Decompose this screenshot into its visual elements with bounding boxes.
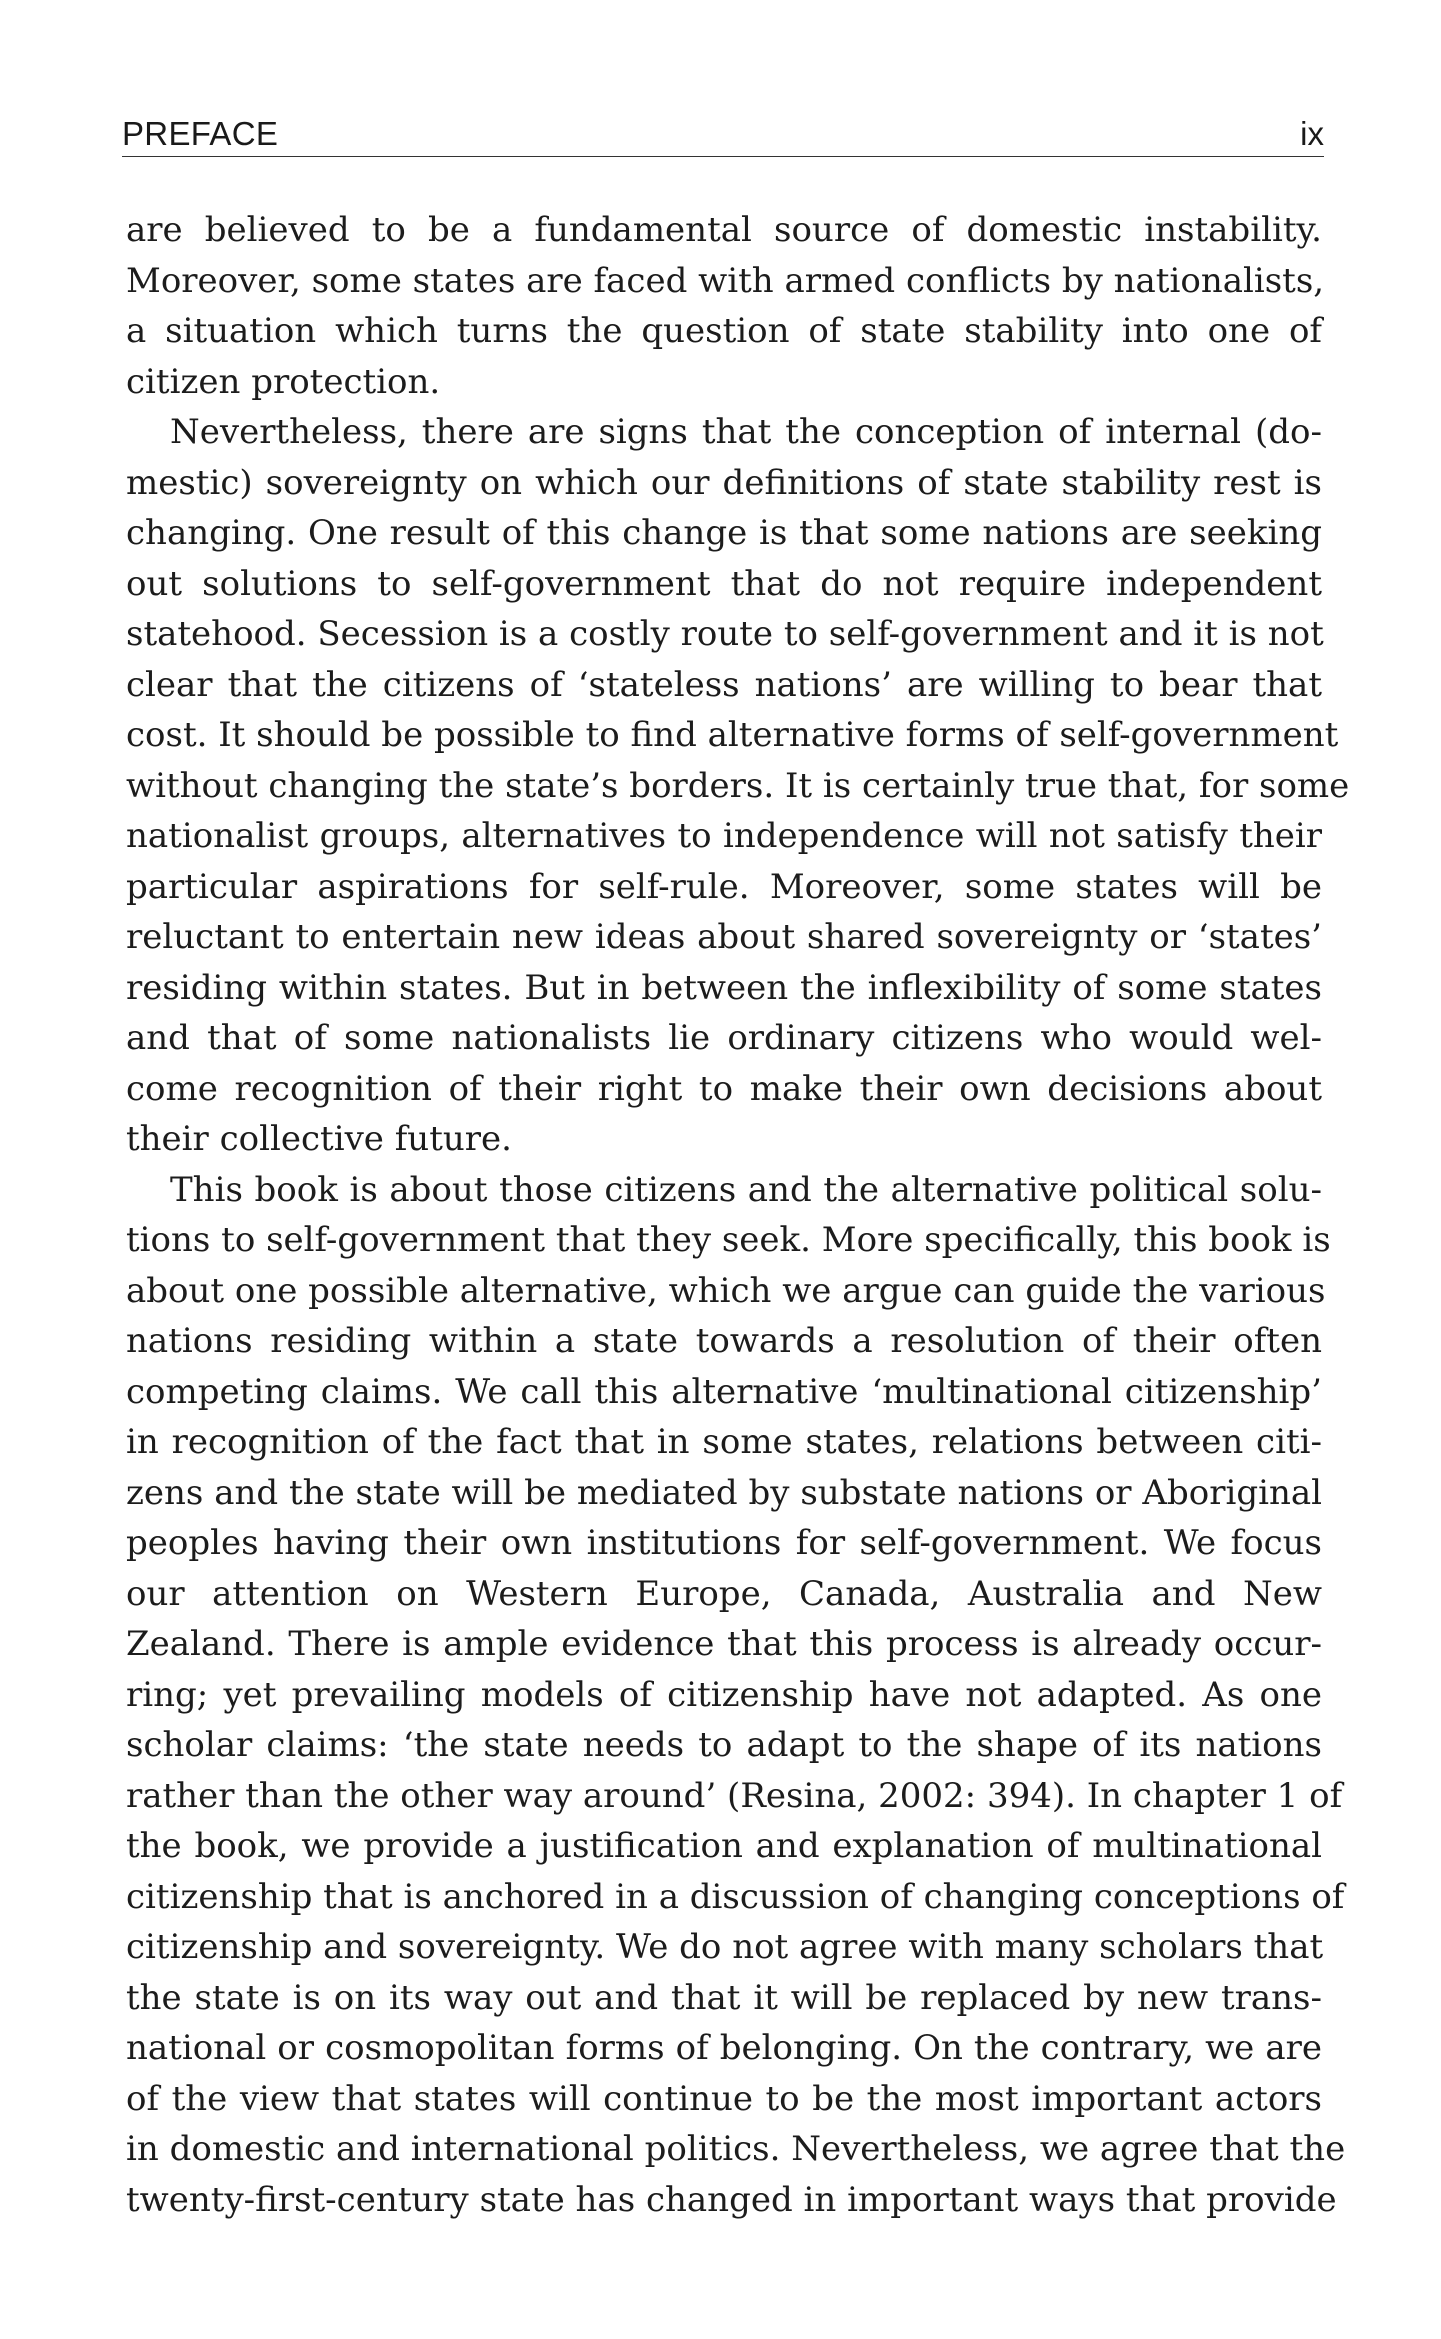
text-line: out solutions to self-government that do not require independent — [126, 563, 1322, 604]
text-line: a situation which turns the question of state stability into one of — [126, 311, 1322, 351]
text-line: citizenship and sovereignty. We do not agree with many scholars that — [126, 1927, 1324, 1967]
text-line: in domestic and international politics. Nevertheless, we agree that the — [126, 2129, 1346, 2169]
text-line: cost. It should be possible to find alternative forms of self-government — [126, 715, 1339, 755]
text-line: changing. One result of this change is that some nations are seeking — [126, 513, 1322, 553]
text-line: our attention on Western Europe, Canada, Australia and New — [126, 1573, 1322, 1614]
text-line: nations residing within a state towards a resolution of their often — [126, 1321, 1322, 1361]
paragraph-1 — [126, 205, 1325, 407]
text-line: residing within states. But in between the inflexibility of some states — [126, 967, 1322, 1008]
text-line: national or cosmopolitan forms of belonging. On the contrary, we are — [126, 2028, 1322, 2068]
text-line: scholar claims: ‘the state needs to adapt to the shape of its nations — [126, 1725, 1322, 1765]
running-head — [122, 112, 1324, 157]
text-line: competing claims. We call this alternative ‘multinational citizenship’ — [126, 1371, 1322, 1412]
text-line: the state is on its way out and that it will be replaced by new trans- — [126, 1977, 1322, 2018]
paragraph-3 — [126, 1165, 1346, 2226]
text-line: nationalist groups, alternatives to independence will not satisfy their — [126, 816, 1322, 856]
text-line: particular aspirations for self-rule. Moreover, some states will be — [126, 866, 1322, 907]
text-line: their collective future. — [126, 1119, 512, 1159]
text-line: citizenship that is anchored in a discussion of changing conceptions of — [126, 1876, 1345, 1917]
text-line: the book, we provide a justification and explanation of multinational — [126, 1826, 1322, 1866]
text-line: twenty-first-century state has changed in important ways that provide — [126, 2179, 1337, 2220]
paragraph-2 — [126, 407, 1350, 1165]
text-line: in recognition of the fact that in some states, relations between citi- — [126, 1422, 1322, 1462]
text-line: Moreover, some states are faced with armed conflicts by nationalists, — [126, 260, 1325, 301]
text-line: without changing the state’s borders. It is certainly true that, for some — [126, 765, 1350, 806]
text-line: clear that the citizens of ‘stateless nations’ are willing to bear that — [126, 664, 1322, 705]
text-line: This book is about those citizens and the alternative political solu- — [170, 1169, 1322, 1210]
text-line: statehood. Secession is a costly route to self-government and it is not — [126, 614, 1324, 654]
text-line: Zealand. There is ample evidence that this process is already occur- — [126, 1624, 1322, 1664]
text-line: mestic) sovereignty on which our definitions of state stability rest is — [126, 462, 1322, 503]
text-line: and that of some nationalists lie ordinary citizens who would wel- — [126, 1018, 1322, 1058]
body-text — [126, 205, 1350, 2225]
text-line: rather than the other way around’ (Resina, 2002: 394). In chapter 1 of — [126, 1775, 1343, 1816]
text-line: Nevertheless, there are signs that the conception of internal (do- — [170, 412, 1322, 452]
text-line: zens and the state will be mediated by substate nations or Aboriginal — [126, 1472, 1322, 1513]
text-line: are believed to be a fundamental source of domestic instability. — [126, 210, 1322, 250]
text-line: tions to self-government that they seek. More specifically, this book is — [126, 1220, 1331, 1260]
chapter-title: PREFACE — [122, 115, 279, 152]
text-line: citizen protection. — [126, 361, 441, 402]
text-line: peoples having their own institutions for self-government. We focus — [126, 1523, 1322, 1563]
text-line: of the view that states will continue to be the most important actors — [126, 2078, 1322, 2119]
text-line: ring; yet prevailing models of citizenship have not adapted. As one — [126, 1674, 1322, 1715]
text-line: about one possible alternative, which we argue can guide the various — [126, 1270, 1326, 1311]
text-line: reluctant to entertain new ideas about shared sovereignty or ‘states’ — [126, 917, 1322, 957]
text-line: come recognition of their right to make their own decisions about — [126, 1068, 1322, 1109]
page-number: ix — [1300, 115, 1324, 152]
